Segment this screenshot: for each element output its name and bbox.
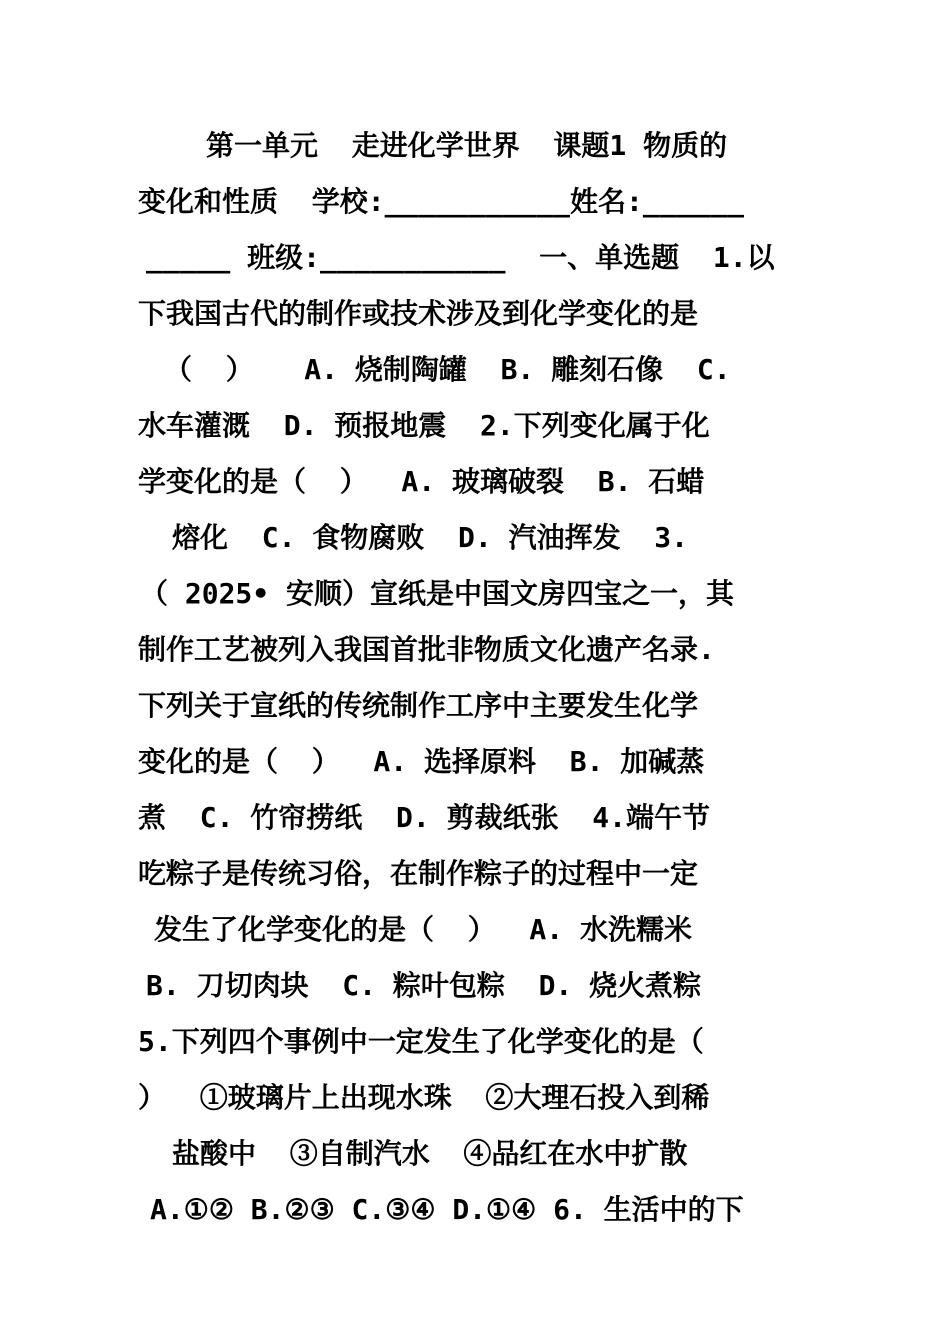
text-line: 5.下列四个事例中一定发生了化学变化的是（ xyxy=(138,1025,704,1058)
text-line: 煮 C. 竹帘捞纸 D. 剪裁纸张 4.端午节 xyxy=(138,801,711,834)
text-line: 水车灌溉 D. 预报地震 2.下列变化属于化 xyxy=(138,409,710,442)
text-line: 吃粽子是传统习俗，在制作粽子的过程中一定 xyxy=(138,857,699,890)
text-line: A.①② B.②③ C.③④ D.①④ 6. 生活中的下 xyxy=(150,1193,744,1226)
text-line: 盐酸中 ③自制汽水 ④品红在水中扩散 xyxy=(172,1137,688,1170)
text-line: 下列关于宣纸的传统制作工序中主要发生化学 xyxy=(138,689,699,722)
text-line: ） ①玻璃片上出现水珠 ②大理石投入到稀 xyxy=(138,1081,710,1114)
text-line: 发生了化学变化的是（ ） A. 水洗糯米 xyxy=(154,913,693,946)
text-line: 变化和性质 学校:___________姓名:______ xyxy=(138,185,745,218)
text-line: _____ 班级:___________ 一、单选题 1.以 xyxy=(146,241,775,274)
text-line: 制作工艺被列入我国首批非物质文化遗产名录. xyxy=(138,633,715,666)
text-line: 熔化 C. 食物腐败 D. 汽油挥发 3. xyxy=(172,521,689,554)
text-line: 变化的是（ ） A. 选择原料 B. 加碱蒸 xyxy=(138,745,705,778)
text-line: B. 刀切肉块 C. 粽叶包粽 D. 烧火煮粽 xyxy=(146,969,702,1002)
text-line: （ ） A. 烧制陶罐 B. 雕刻石像 C. xyxy=(164,353,731,386)
text-line: 下我国古代的制作或技术涉及到化学变化的是 xyxy=(138,297,699,330)
text-line: 学变化的是（ ） A. 玻璃破裂 B. 石蜡 xyxy=(138,465,705,498)
text-line: （ 2025• 安顺）宣纸是中国文房四宝之一，其 xyxy=(140,577,735,610)
text-line: 第一单元 走进化学世界 课题1 物质的 xyxy=(206,129,728,162)
